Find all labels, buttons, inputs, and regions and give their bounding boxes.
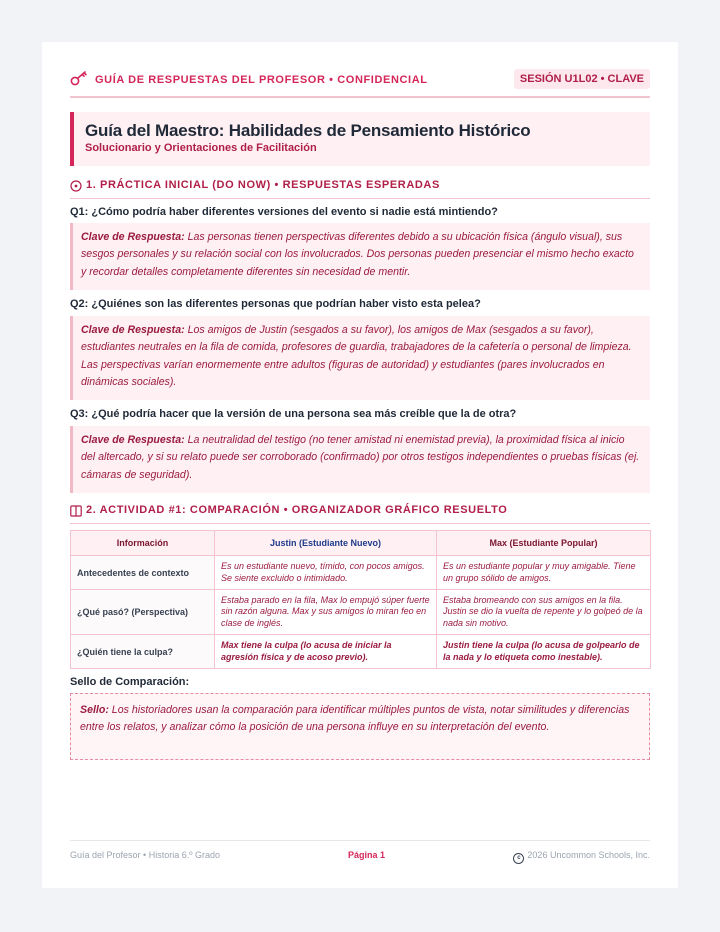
copyright-text: 2026 Uncommon Schools, Inc.: [527, 850, 650, 860]
target-icon: [70, 180, 82, 192]
answer-key-label: Clave de Respuesta:: [81, 324, 185, 336]
row-label: ¿Qué pasó? (Perspectiva): [71, 590, 215, 635]
section-title: 1. PRÁCTICA INICIAL (DO NOW) • RESPUESTAS ESPERADAS: [86, 179, 440, 191]
row-label: ¿Quién tiene la culpa?: [71, 635, 215, 669]
section-heading-do-now: [70, 178, 650, 199]
section-title: 2. ACTIVIDAD #1: COMPARACIÓN • ORGANIZADOR GRÁFICO RESUELTO: [86, 504, 508, 516]
table-header-row: [71, 531, 651, 556]
table-row: [71, 556, 651, 590]
session-badge: SESIÓN U1L02 • CLAVE: [514, 69, 650, 89]
footer-course: Guía del Profesor • Historia 6.º Grado: [70, 850, 221, 860]
seal-label: Sello:: [80, 704, 109, 716]
document-page: [42, 42, 678, 888]
title-box: [70, 112, 650, 166]
table-cell: Justin tiene la culpa (lo acusa de golpearlo de la nada y lo etiqueta como inestable).: [437, 635, 651, 669]
copyright-icon: c: [513, 853, 524, 864]
comparison-seal-box: [70, 693, 650, 760]
question-1: Q1: ¿Cómo podría haber diferentes versiones del evento si nadie está mintiendo?: [70, 206, 498, 218]
seal-text: Los historiadores usan la comparación para identificar múltiples puntos de vista, notar similitudes y diferencias entre los relatos, y analizar cómo la posición de una persona influye en su interpretación del evento.: [80, 704, 630, 734]
answer-2: [70, 316, 650, 400]
confidential-label: GUÍA DE RESPUESTAS DEL PROFESOR • CONFIDENCIAL: [95, 74, 428, 86]
page-subtitle: Solucionario y Orientaciones de Facilitación: [85, 142, 317, 154]
answer-key-label: Clave de Respuesta:: [81, 434, 185, 446]
page-footer: [70, 840, 650, 869]
answer-1: [70, 223, 650, 290]
table-cell: Es un estudiante popular y muy amigable. Tiene un grupo sólido de amigos.: [437, 556, 651, 590]
comparison-table: [70, 530, 651, 669]
answer-text: La neutralidad del testigo (no tener amistad ni enemistad previa), la proximidad física al inicio del altercado, y si su relato puede ser corroborado (confirmado) por otros testigos independientes o pruebas físicas (ej. cámaras de seguridad).: [81, 434, 640, 481]
table-cell: Estaba parado en la fila, Max lo empujó súper fuerte sin razón alguna. Max y sus amigos lo miran feo en clase de inglés.: [215, 590, 437, 635]
answer-text: Los amigos de Justin (sesgados a su favor), los amigos de Max (sesgados a su favor), estudiantes neutrales en la fila de comida, profesores de guardia, trabajadores de la cafetería o personal de limpieza. Las perspectivas varían enormemente entre adultos (figuras de autoridad) y estudiantes (pares involucrados en dinámicas sociales).: [81, 324, 632, 389]
footer-copyright: [513, 850, 650, 864]
table-row: [71, 590, 651, 635]
column-header-justin: Justin (Estudiante Nuevo): [215, 531, 437, 556]
book-icon: [70, 505, 82, 517]
section-heading-activity: [70, 503, 650, 524]
table-cell: Max tiene la culpa (lo acusa de iniciar la agresión física y de acoso previo).: [215, 635, 437, 669]
answer-key-label: Clave de Respuesta:: [81, 231, 185, 243]
question-3: Q3: ¿Qué podría hacer que la versión de una persona sea más creíble que la de otra?: [70, 408, 517, 420]
column-header: Información: [71, 531, 215, 556]
page-title: Guía del Maestro: Habilidades de Pensamiento Histórico: [85, 121, 531, 140]
question-2: Q2: ¿Quiénes son las diferentes personas que podrían haber visto esta pelea?: [70, 298, 481, 310]
table-cell: Estaba bromeando con sus amigos en la fila. Justin se dio la vuelta de repente y lo golpeó de la nada sin motivo.: [437, 590, 651, 635]
answer-3: [70, 426, 650, 493]
top-bar: [70, 68, 650, 98]
page-number: Página 1: [348, 850, 386, 860]
column-header-max: Max (Estudiante Popular): [437, 531, 651, 556]
table-cell: Es un estudiante nuevo, tímido, con pocos amigos. Se siente excluido o intimidado.: [215, 556, 437, 590]
row-label: Antecedentes de contexto: [71, 556, 215, 590]
page-content: [70, 42, 650, 888]
key-icon: [70, 71, 88, 87]
answer-text: Las personas tienen perspectivas diferentes debido a su ubicación física (ángulo visual), sus sesgos personales y su relación social con los involucrados. Dos personas pueden presenciar el mismo hecho exacto y recordar detalles completamente diferentes sin necesidad de mentir.: [81, 231, 634, 278]
table-row: [71, 635, 651, 669]
comparison-seal-heading: Sello de Comparación:: [70, 676, 190, 688]
